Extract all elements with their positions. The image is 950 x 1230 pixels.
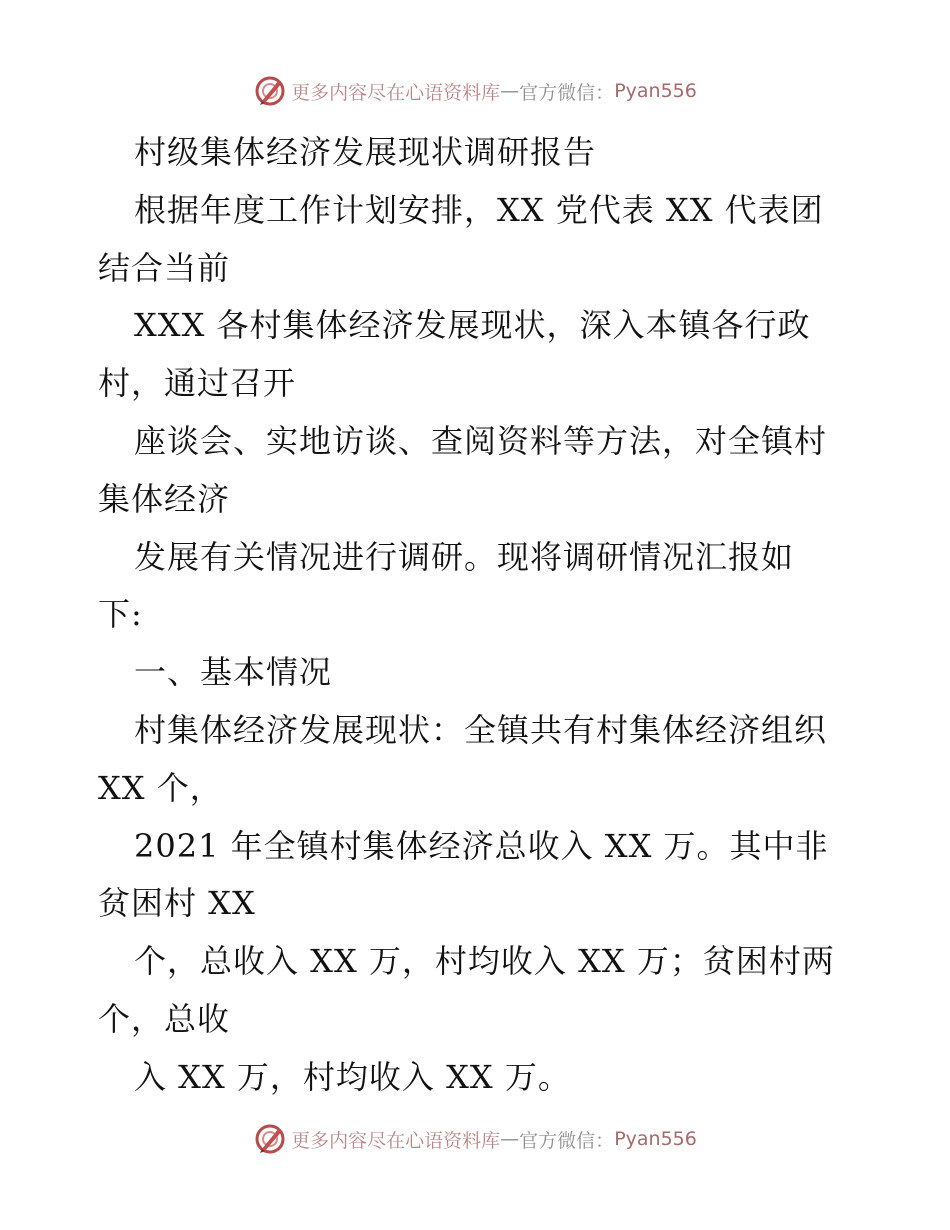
watermark-sub-text: 官方微信： bbox=[519, 81, 615, 104]
watermark-contact: Pyan556 bbox=[614, 80, 697, 102]
watermark-main-text: 更多内容尽在心语资料库 bbox=[291, 1129, 501, 1152]
document-line: 发展有关情况进行调研。现将调研情况汇报如 bbox=[134, 537, 795, 576]
header-watermark bbox=[0, 71, 950, 111]
watermark-contact: Pyan556 bbox=[614, 1128, 697, 1150]
document-line: XXX 各村集体经济发展现状，深入本镇各行政 bbox=[134, 306, 811, 345]
document-line: 村，通过召开 bbox=[98, 364, 297, 403]
watermark-sub-text: 官方微信： bbox=[519, 1129, 615, 1152]
document-line: 入 XX 万，村均收入 XX 万。 bbox=[134, 1057, 571, 1096]
document-line: 结合当前 bbox=[98, 248, 231, 287]
watermark-main-text: 更多内容尽在心语资料库 bbox=[291, 81, 501, 104]
watermark-dash: — bbox=[500, 1128, 520, 1150]
section-heading: 一、基本情况 bbox=[134, 653, 333, 692]
pen-logo-icon bbox=[253, 74, 287, 108]
document-body bbox=[98, 124, 858, 1107]
document-line: 下: bbox=[98, 595, 143, 634]
document-line: 村集体经济发展现状：全镇共有村集体经济组织 bbox=[134, 710, 828, 749]
document-line: 集体经济 bbox=[98, 479, 231, 518]
document-line: XX 个， bbox=[98, 768, 223, 807]
watermark-dash: — bbox=[500, 80, 520, 102]
document-line: 贫困村 XX bbox=[98, 884, 256, 923]
document-line: 个，总收入 XX 万，村均收入 XX 万；贫困村两 bbox=[134, 942, 835, 981]
pen-logo-icon bbox=[253, 1122, 287, 1156]
document-line: 个，总收 bbox=[98, 999, 231, 1038]
document-line: 2021 年全镇村集体经济总收入 XX 万。其中非 bbox=[134, 826, 829, 865]
document-line: 村级集体经济发展现状调研报告 bbox=[134, 133, 597, 171]
footer-watermark bbox=[0, 1119, 950, 1159]
document-line: 根据年度工作计划安排，XX 党代表 XX 代表团 bbox=[134, 190, 824, 229]
document-line: 座谈会、实地访谈、查阅资料等方法，对全镇村 bbox=[134, 421, 828, 460]
